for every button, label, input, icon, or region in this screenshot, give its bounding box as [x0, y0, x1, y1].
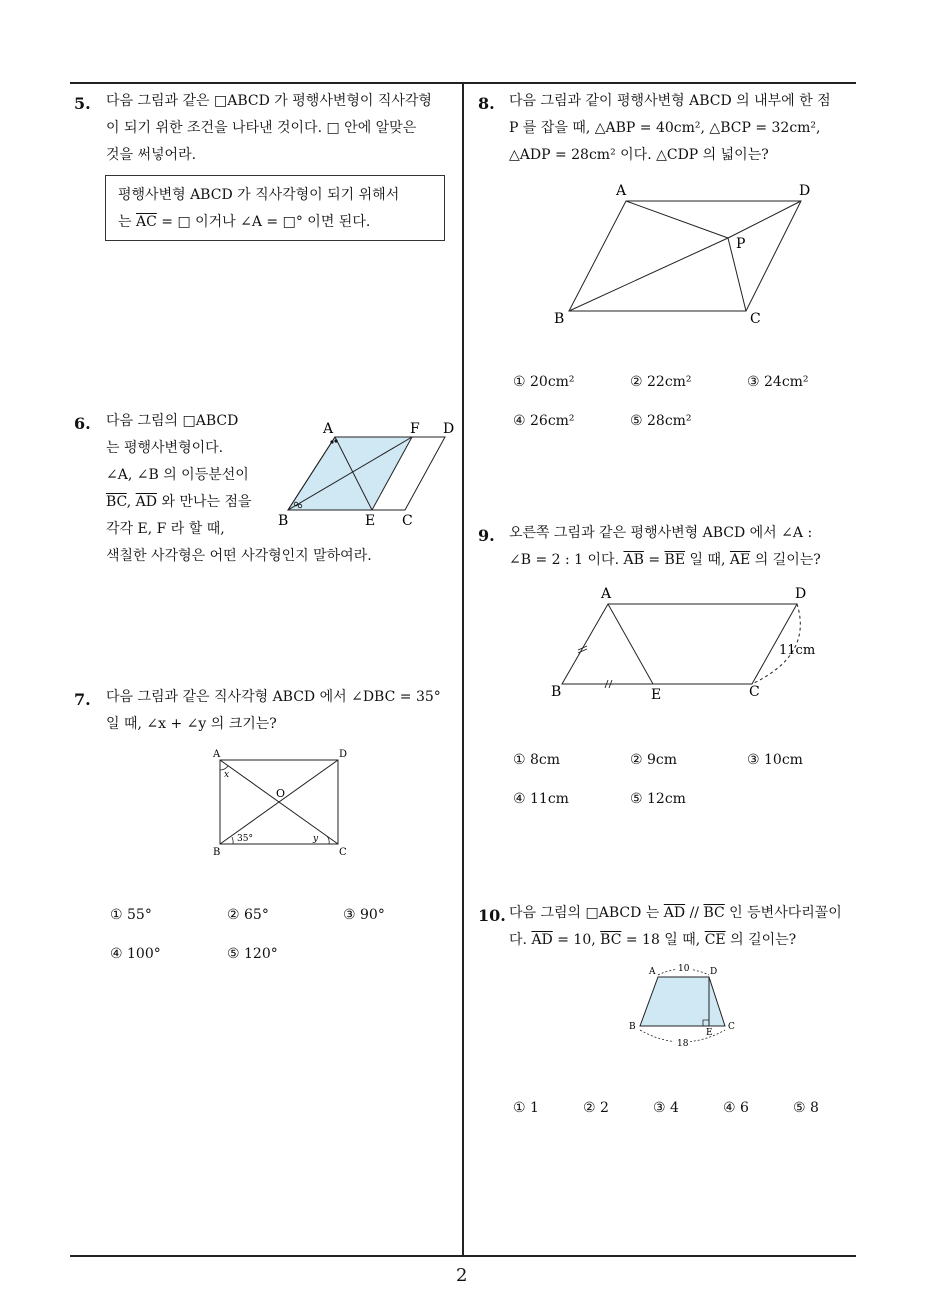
label-b: B	[278, 513, 289, 529]
text-line	[509, 900, 842, 927]
choice-2[interactable]: ② 2	[583, 1100, 609, 1116]
choice-5[interactable]: ⑤ 28cm²	[630, 413, 692, 429]
box-line	[118, 209, 432, 236]
text-line: △ADP = 28cm² 이다. △CDP 의 넓이는?	[509, 147, 769, 163]
choice-4[interactable]: ④ 26cm²	[513, 413, 575, 429]
label-e: E	[706, 1028, 713, 1038]
question-number: 7.	[74, 690, 91, 709]
text-line: 오른쪽 그림과 같은 평행사변형 ABCD 에서 ∠A :	[509, 525, 813, 541]
q7-rectangle-figure	[205, 745, 355, 860]
text-line: 다음 그림과 같은 □ABCD 가 평행사변형이 직사각형	[106, 93, 432, 109]
label-a: A	[213, 749, 221, 760]
label-18: 18	[677, 1039, 689, 1049]
label-d: D	[339, 749, 348, 760]
question-8	[478, 88, 863, 178]
question-number: 8.	[478, 94, 495, 113]
label-e: E	[365, 513, 376, 529]
label-a: A	[649, 967, 656, 977]
bottom-rule	[70, 1255, 856, 1257]
label-a: A	[616, 183, 627, 199]
text-line: 다음 그림과 같이 평행사변형 ABCD 의 내부에 한 점	[509, 93, 831, 109]
label-c: C	[750, 311, 761, 327]
segment-ad: $\overline{AD}$	[531, 932, 553, 948]
segment-ap	[626, 201, 728, 238]
text: 는	[118, 214, 136, 230]
choice-3[interactable]: ③ 90°	[343, 907, 385, 923]
text: 의 길이는?	[725, 932, 797, 948]
label-d: D	[795, 586, 807, 602]
segment-ae	[608, 604, 653, 684]
question-text	[106, 684, 441, 738]
question-number: 5.	[74, 94, 91, 113]
label-f: F	[410, 421, 420, 437]
choice-1[interactable]: ① 55°	[110, 907, 152, 923]
question-text	[509, 900, 842, 954]
choice-2[interactable]: ② 65°	[227, 907, 269, 923]
question-number: 10.	[478, 906, 506, 925]
label-p: P	[736, 236, 746, 252]
segment-ac: $\overline{AC}$	[135, 214, 157, 230]
text: 일 때,	[685, 552, 730, 568]
text: 다.	[509, 932, 532, 948]
choice-1[interactable]: ① 8cm	[513, 752, 561, 768]
choice-4[interactable]: ④ 11cm	[513, 791, 569, 807]
text: = □ 이거나 ∠A = □° 이면 된다.	[156, 214, 371, 230]
text: =	[643, 552, 665, 568]
box-line: 평행사변형 ABCD 가 직사각형이 되기 위해서	[118, 187, 400, 203]
choice-1[interactable]: ① 1	[513, 1100, 539, 1116]
label-c: C	[749, 684, 760, 700]
label-y: y	[313, 834, 319, 844]
text: 다음 그림의 □ABCD 는	[509, 905, 664, 921]
question-text	[106, 408, 238, 435]
question-7	[72, 684, 457, 744]
q6-parallelogram-figure	[275, 415, 465, 530]
segment-bc: $\overline{BC}$	[703, 905, 725, 921]
segment-ad: $\overline{AD}$	[135, 494, 158, 510]
angle-mark	[334, 439, 337, 442]
text-line: 다음 그림의 □ABCD	[106, 413, 239, 429]
label-d: D	[443, 421, 455, 437]
question-number: 6.	[74, 414, 91, 433]
q9-parallelogram-figure	[545, 580, 825, 705]
parallelogram-abcd	[562, 604, 797, 684]
choice-5[interactable]: ⑤ 120°	[227, 946, 278, 962]
text-line: P 를 잡을 때, △ABP = 40cm², △BCP = 32cm²,	[509, 120, 821, 136]
page-number: 2	[456, 1265, 468, 1286]
choice-2[interactable]: ② 22cm²	[630, 374, 692, 390]
choice-5[interactable]: ⑤ 12cm	[630, 791, 686, 807]
angle-mark	[330, 440, 333, 443]
label-b: B	[554, 311, 565, 327]
text-line: 일 때, ∠x + ∠y 의 크기는?	[106, 716, 277, 732]
text: = 18 일 때,	[621, 932, 705, 948]
segment-bc: $\overline{BC}$	[106, 494, 127, 510]
label-c: C	[728, 1022, 735, 1032]
label-c: C	[402, 513, 413, 529]
question-text	[509, 88, 831, 169]
segment-ab: $\overline{AB}$	[623, 552, 644, 568]
label-d: D	[710, 967, 718, 977]
segment-be: $\overline{BE}$	[664, 552, 686, 568]
choice-2[interactable]: ② 9cm	[630, 752, 678, 768]
text: //	[685, 905, 704, 921]
q10-trapezoid-figure	[622, 958, 747, 1053]
text-line: ∠A, ∠B 의 이등분선이	[106, 467, 249, 483]
text-line	[509, 927, 842, 954]
label-b: B	[213, 847, 221, 858]
text: = 10,	[552, 932, 601, 948]
segment-dp	[728, 201, 801, 238]
text: ∠B = 2 : 1 이다.	[509, 552, 624, 568]
choice-5[interactable]: ⑤ 8	[793, 1100, 819, 1116]
question-text	[106, 88, 432, 169]
segment-ce: $\overline{CE}$	[704, 932, 726, 948]
choice-3[interactable]: ③ 10cm	[747, 752, 803, 768]
text-line: 각각 E, F 라 할 때,	[106, 521, 225, 537]
label-35deg: 35°	[237, 834, 253, 844]
question-9	[478, 520, 863, 580]
text-line: 이 되기 위한 조건을 나타낸 것이다. □ 안에 알맞은	[106, 120, 417, 136]
choice-4[interactable]: ④ 6	[723, 1100, 749, 1116]
label-e: E	[651, 687, 662, 703]
text-line: 것을 써넣어라.	[106, 147, 197, 163]
angle-arc-35	[232, 837, 233, 844]
condition-box	[105, 175, 445, 241]
label-c: C	[339, 847, 347, 858]
label-b: B	[551, 684, 562, 700]
segment-ae: $\overline{AE}$	[729, 552, 751, 568]
text-line	[509, 547, 821, 574]
label-d: D	[799, 183, 811, 199]
label-x: x	[224, 770, 230, 780]
text: 와 만나는 점을	[157, 494, 252, 510]
segment-ad: $\overline{AD}$	[663, 905, 686, 921]
text-line: 는 평행사변형이다.	[106, 440, 224, 456]
trapezoid-abcd	[640, 977, 725, 1026]
question-text	[509, 520, 821, 574]
text: ,	[126, 494, 136, 510]
segment-bc: $\overline{BC}$	[600, 932, 622, 948]
text: 의 길이는?	[750, 552, 821, 568]
choice-3[interactable]: ③ 4	[653, 1100, 679, 1116]
label-b: B	[629, 1022, 636, 1032]
question-number: 9.	[478, 526, 495, 545]
text-line: 색칠한 사각형은 어떤 사각형인지 말하여라.	[106, 548, 372, 564]
choice-3[interactable]: ③ 24cm²	[747, 374, 809, 390]
choice-1[interactable]: ① 20cm²	[513, 374, 575, 390]
question-10	[478, 900, 863, 960]
label-11cm: 11cm	[779, 643, 816, 658]
label-a: A	[323, 421, 334, 437]
q8-parallelogram-figure	[548, 178, 823, 328]
text-line: 다음 그림과 같은 직사각형 ABCD 에서 ∠DBC = 35°	[106, 689, 441, 705]
segment-bp	[569, 238, 728, 311]
text: 인 등변사다리꼴이	[724, 905, 842, 921]
label-a: A	[601, 586, 612, 602]
label-10: 10	[678, 964, 690, 974]
choice-4[interactable]: ④ 100°	[110, 946, 161, 962]
column-divider	[462, 82, 464, 1256]
label-o: O	[276, 787, 286, 800]
